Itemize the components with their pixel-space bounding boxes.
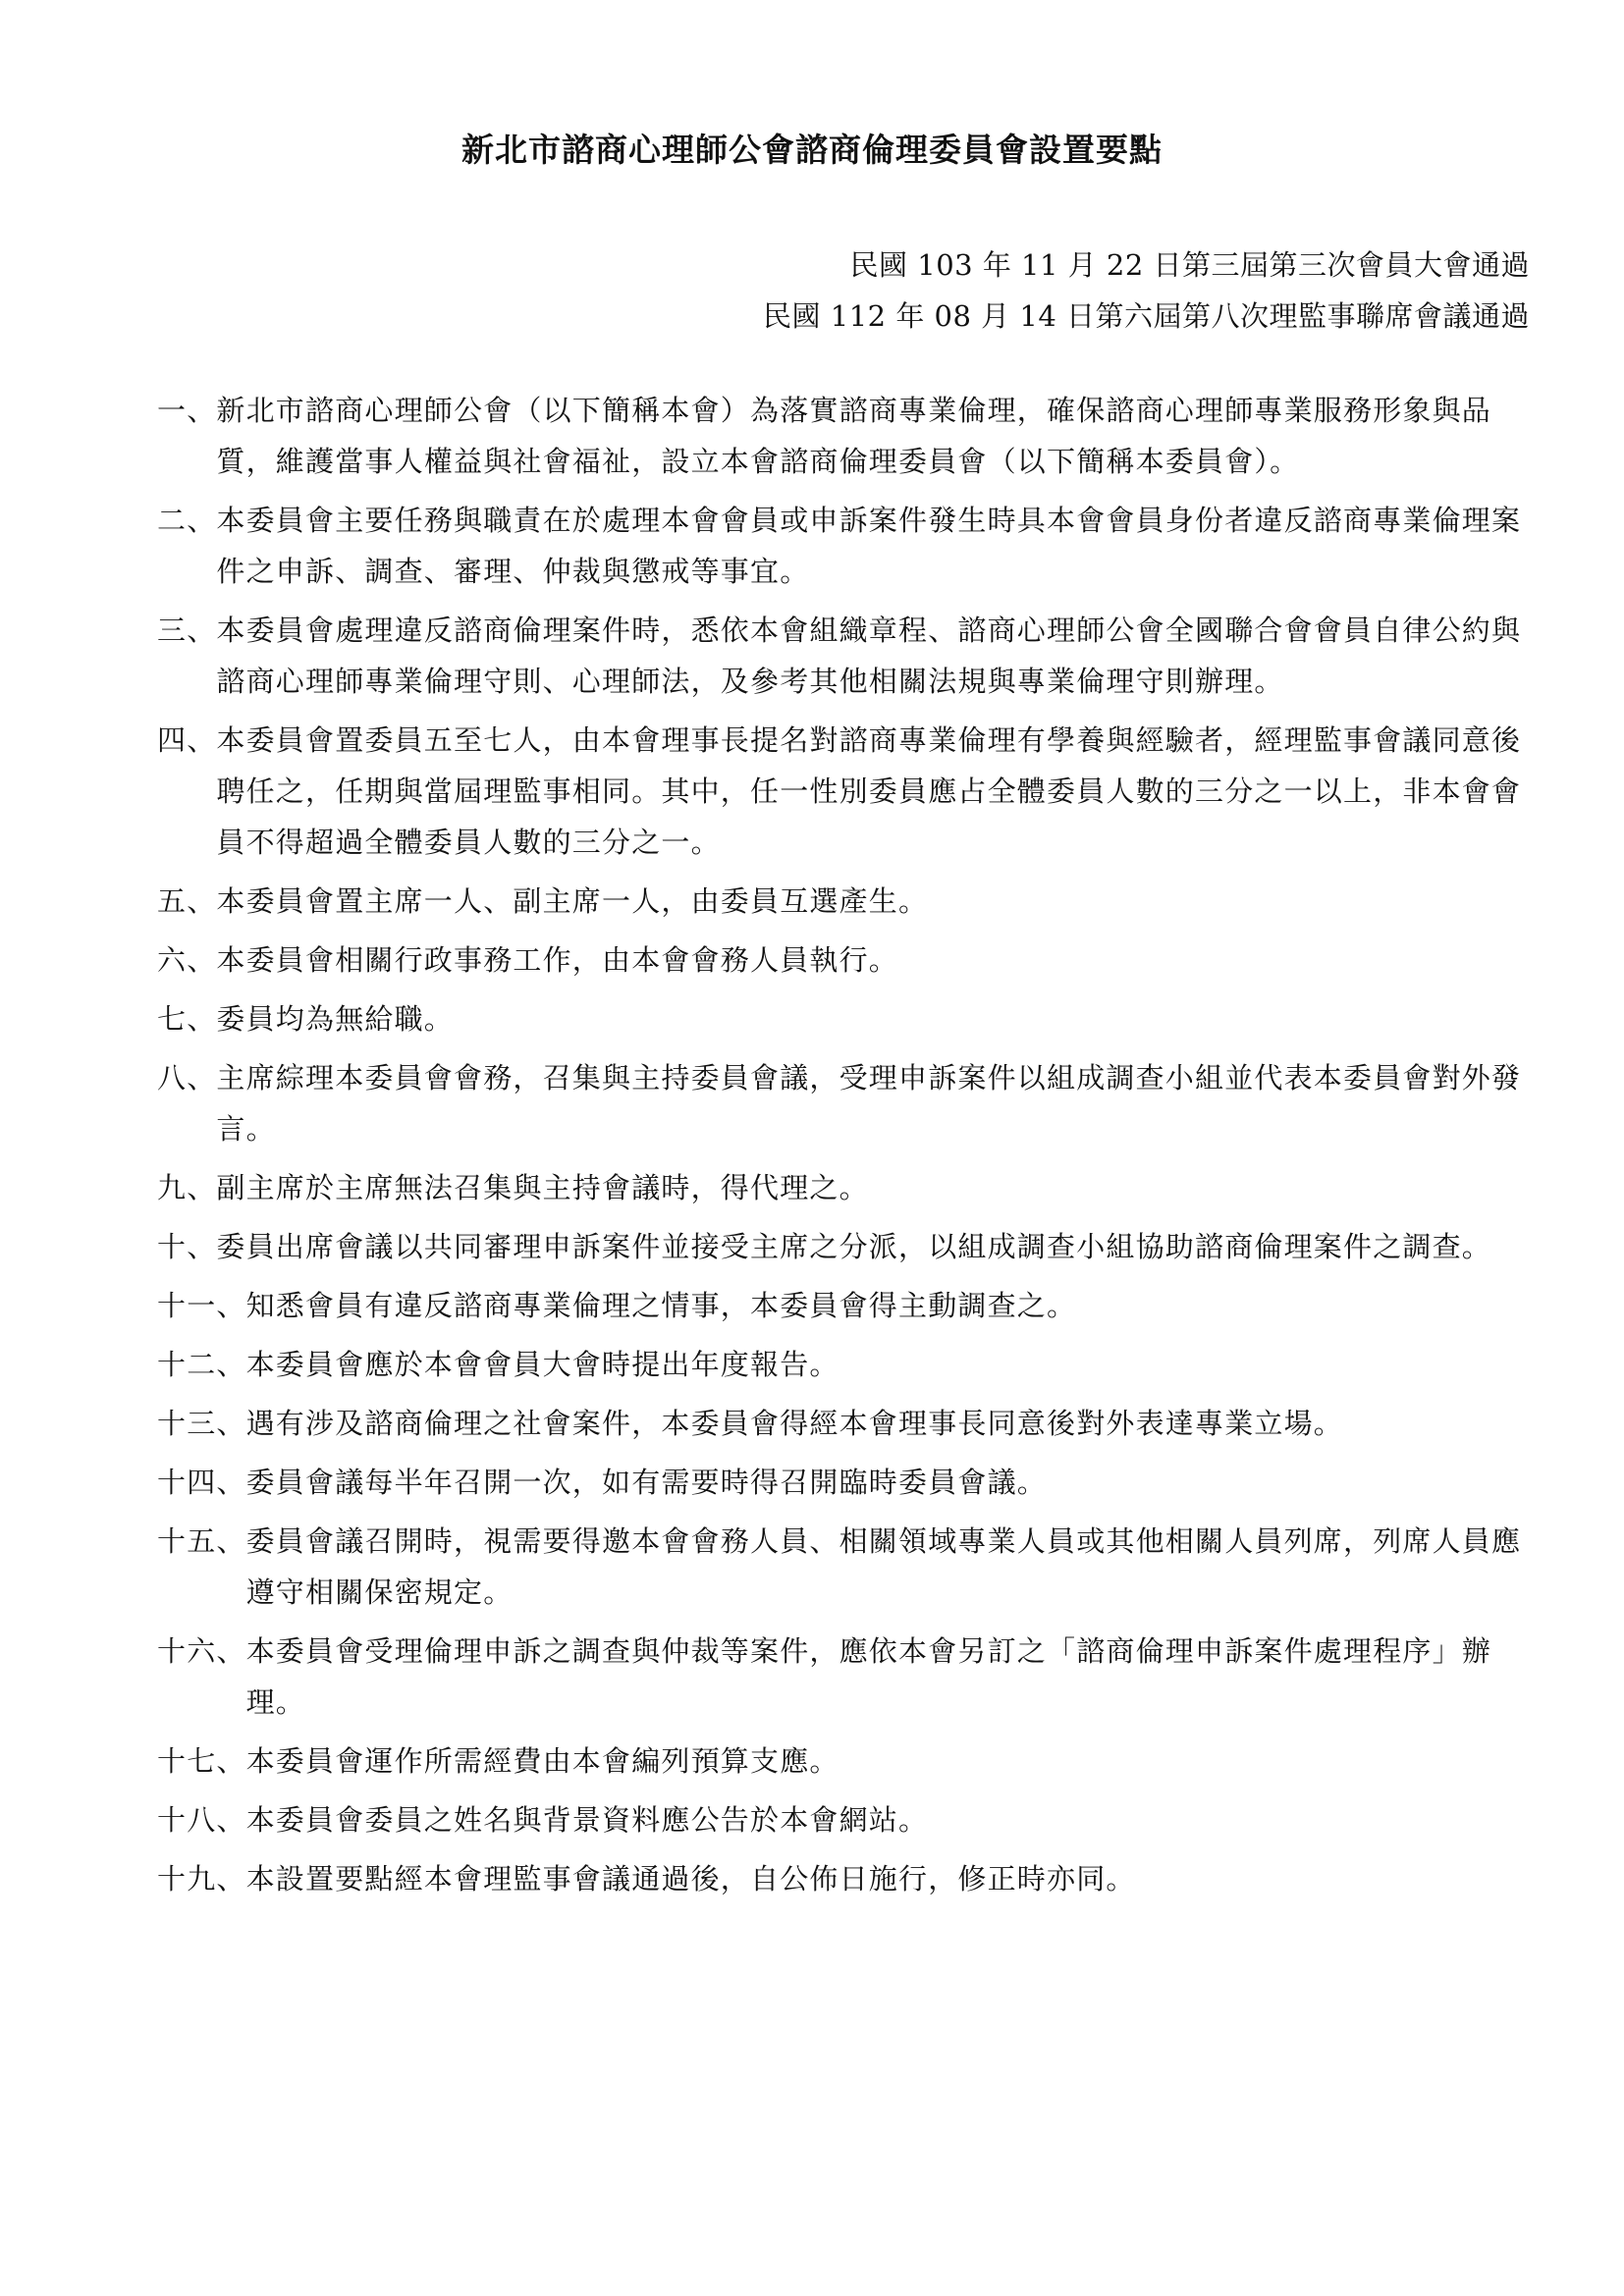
article-item bbox=[157, 1457, 1532, 1508]
article-text: 委員會議召開時，視需要得邀本會會務人員、相關領域專業人員或其他相關人員列席，列席人員應遵守相關保密規定。 bbox=[245, 1524, 1522, 1609]
article-text: 副主席於主席無法召集與主持會議時，得代理之。 bbox=[216, 1171, 869, 1204]
article-text: 本設置要點經本會理監事會議通過後，自公佈日施行，修正時亦同。 bbox=[245, 1862, 1136, 1896]
article-list bbox=[157, 385, 1532, 1912]
article-number: 十一、 bbox=[157, 1289, 246, 1322]
article-text: 知悉會員有違反諮商專業倫理之情事，本委員會得主動調查之。 bbox=[245, 1289, 1077, 1322]
article-text: 委員出席會議以共同審理申訴案件並接受主席之分派，以組成調查小組協助諮商倫理案件之調查。 bbox=[216, 1230, 1492, 1263]
approval-note-2: 民國 112 年 08 月 14 日第六屆第八次理監事聯席會議通過 bbox=[763, 299, 1530, 333]
approval-notes bbox=[763, 240, 1530, 342]
article-number: 五、 bbox=[157, 884, 217, 918]
article-item bbox=[157, 1162, 1532, 1213]
article-item bbox=[157, 1853, 1532, 1904]
article-number: 四、 bbox=[157, 723, 217, 757]
article-text: 本委員會置主席一人、副主席一人，由委員互選產生。 bbox=[216, 884, 929, 918]
article-number: 十五、 bbox=[157, 1524, 246, 1558]
article-number: 二、 bbox=[157, 504, 217, 537]
article-text: 主席綜理本委員會會務，召集與主持委員會議，受理申訴案件以組成調查小組並代表本委員會對外發言。 bbox=[216, 1061, 1522, 1146]
article-text: 本委員會置委員五至七人，由本會理事長提名對諮商專業倫理有學養與經驗者，經理監事會議同意後聘任之，任期與當屆理監事相同。其中，任一性別委員應占全體委員人數的三分之一以上，非本會會員不得超過全體委員人數的三分之一。 bbox=[216, 723, 1522, 859]
article-text: 遇有涉及諮商倫理之社會案件，本委員會得經本會理事長同意後對外表達專業立場。 bbox=[245, 1407, 1344, 1440]
article-number: 十六、 bbox=[157, 1634, 246, 1668]
article-item bbox=[157, 1221, 1532, 1272]
article-text: 新北市諮商心理師公會（以下簡稱本會）為落實諮商專業倫理，確保諮商心理師專業服務形象與品質，維護當事人權益與社會福祉，設立本會諮商倫理委員會（以下簡稱本委員會）。 bbox=[216, 394, 1492, 478]
article-number: 八、 bbox=[157, 1061, 217, 1095]
article-item bbox=[157, 1516, 1532, 1618]
article-number: 十八、 bbox=[157, 1803, 246, 1837]
article-item bbox=[157, 934, 1532, 986]
article-text: 本委員會主要任務與職責在於處理本會會員或申訴案件發生時具本會會員身份者違反諮商專業倫理案件之申訴、調查、審理、仲裁與懲戒等事宜。 bbox=[216, 504, 1522, 588]
article-item bbox=[157, 1794, 1532, 1845]
article-number: 一、 bbox=[157, 394, 217, 427]
article-item bbox=[157, 993, 1532, 1044]
article-text: 委員會議每半年召開一次，如有需要時得召開臨時委員會議。 bbox=[245, 1466, 1048, 1499]
document-title: 新北市諮商心理師公會諮商倫理委員會設置要點 bbox=[461, 131, 1163, 169]
article-text: 委員均為無給職。 bbox=[216, 1002, 455, 1036]
article-item bbox=[157, 1280, 1532, 1331]
article-number: 六、 bbox=[157, 943, 217, 977]
article-number: 十四、 bbox=[157, 1466, 246, 1499]
article-item bbox=[157, 1735, 1532, 1787]
article-item bbox=[157, 1339, 1532, 1390]
article-item bbox=[157, 1398, 1532, 1449]
article-number: 七、 bbox=[157, 1002, 217, 1036]
article-text: 本委員會委員之姓名與背景資料應公告於本會網站。 bbox=[245, 1803, 929, 1837]
article-text: 本委員會處理違反諮商倫理案件時，悉依本會組織章程、諮商心理師公會全國聯合會會員自律公約與諮商心理師專業倫理守則、心理師法，及參考其他相關法規與專業倫理守則辦理。 bbox=[216, 614, 1522, 698]
article-item bbox=[157, 876, 1532, 927]
article-number: 十七、 bbox=[157, 1744, 246, 1778]
article-text: 本委員會應於本會會員大會時提出年度報告。 bbox=[245, 1348, 839, 1381]
article-text: 本委員會相關行政事務工作，由本會會務人員執行。 bbox=[216, 943, 899, 977]
article-item bbox=[157, 715, 1532, 868]
approval-note-1: 民國 103 年 11 月 22 日第三屆第三次會員大會通過 bbox=[849, 248, 1530, 282]
article-number: 十九、 bbox=[157, 1862, 246, 1896]
article-number: 十、 bbox=[157, 1230, 217, 1263]
article-text: 本委員會受理倫理申訴之調查與仲裁等案件，應依本會另訂之「諮商倫理申訴案件處理程序」辦理。 bbox=[245, 1634, 1492, 1719]
article-number: 十二、 bbox=[157, 1348, 246, 1381]
article-item bbox=[157, 1052, 1532, 1154]
article-item bbox=[157, 1626, 1532, 1728]
article-number: 九、 bbox=[157, 1171, 217, 1204]
article-text: 本委員會運作所需經費由本會編列預算支應。 bbox=[245, 1744, 839, 1778]
article-number: 三、 bbox=[157, 614, 217, 647]
article-item bbox=[157, 385, 1532, 487]
article-item bbox=[157, 495, 1532, 597]
article-item bbox=[157, 605, 1532, 707]
article-number: 十三、 bbox=[157, 1407, 246, 1440]
